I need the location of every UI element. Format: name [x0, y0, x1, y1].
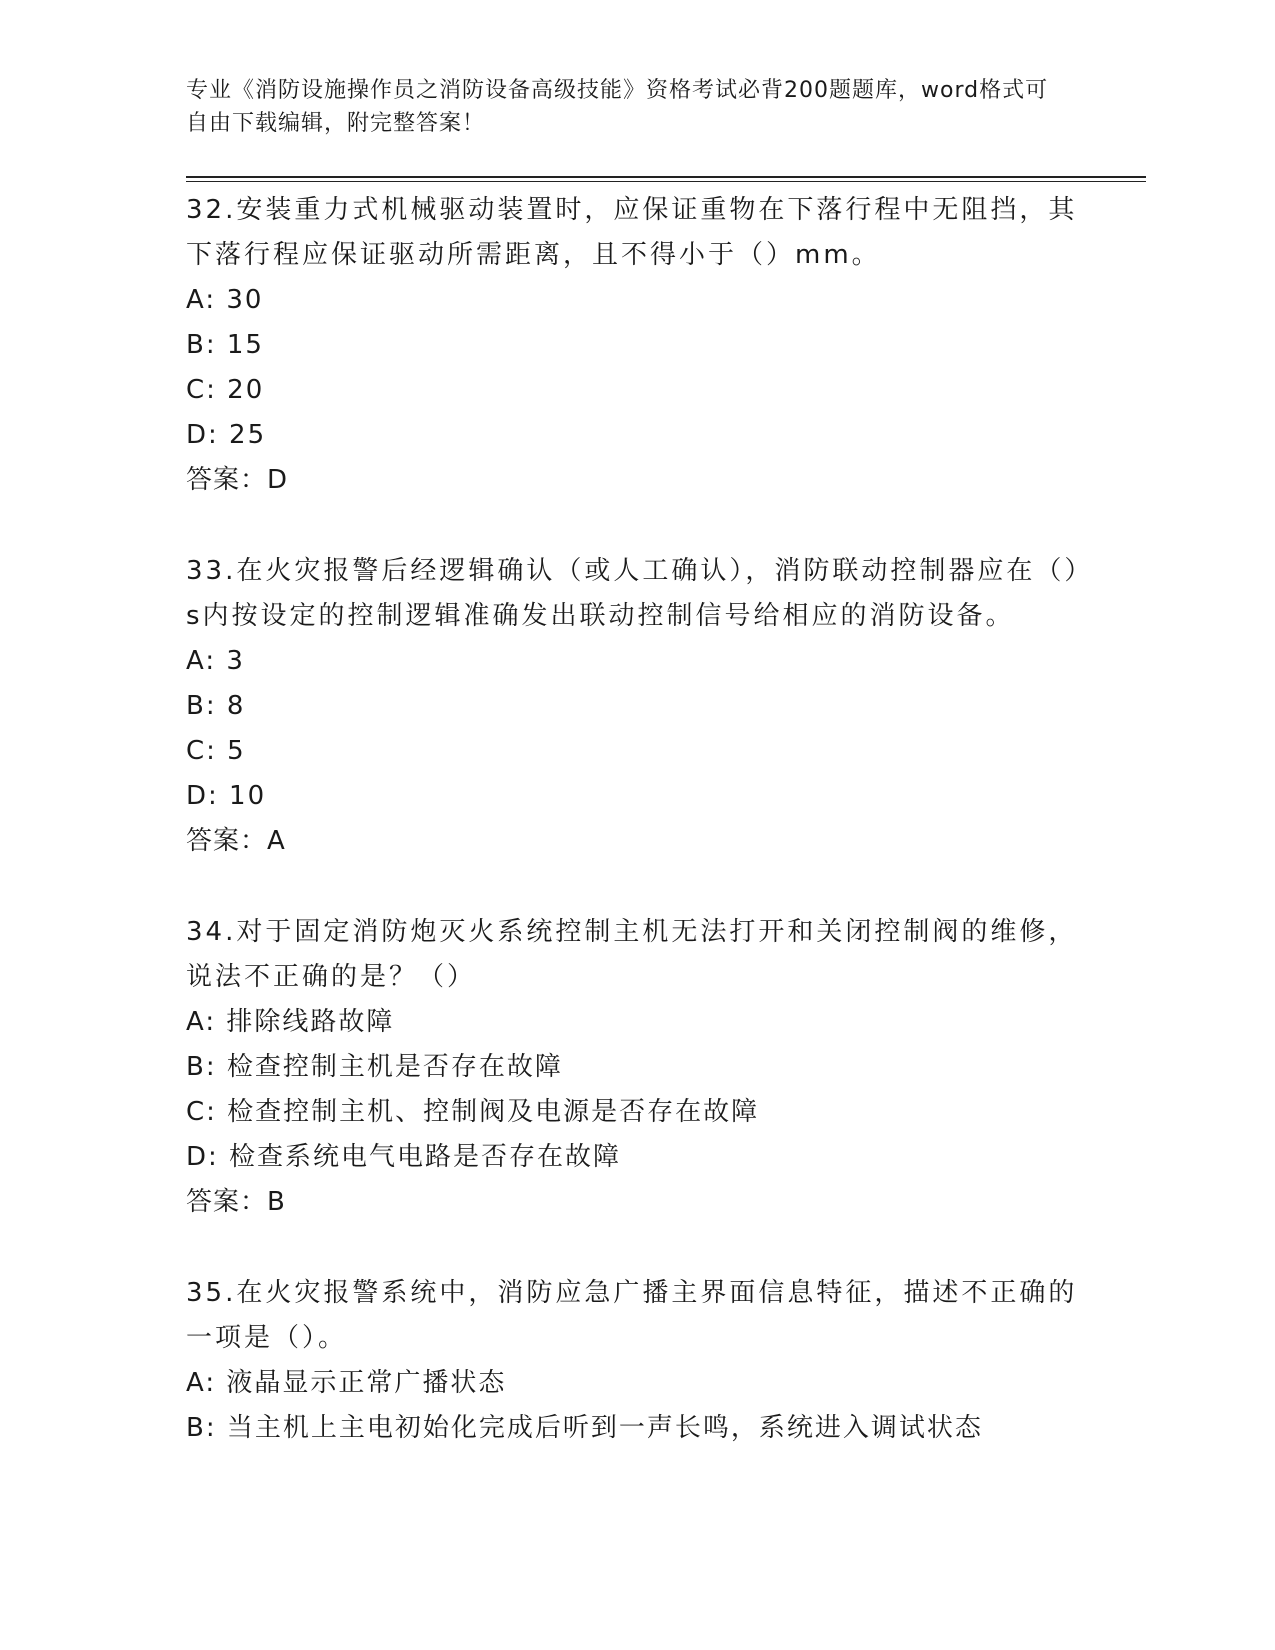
option-b: B: 8: [186, 691, 246, 721]
option-d: D: 10: [186, 781, 267, 811]
answer: 答案：B: [186, 1187, 286, 1217]
option-a: A: 30: [186, 285, 264, 315]
answer: 答案：D: [186, 465, 289, 495]
option-b: B: 检查控制主机是否存在故障: [186, 1052, 563, 1082]
option-c: C: 检查控制主机、控制阀及电源是否存在故障: [186, 1097, 760, 1127]
option-c: C: 20: [186, 375, 265, 405]
option-d: D: 25: [186, 420, 267, 450]
header-divider-thin: [186, 181, 1146, 182]
question-34: [186, 910, 1086, 1225]
answer: 答案：A: [186, 826, 286, 856]
question-stem: 32.安装重力式机械驱动装置时，应保证重物在下落行程中无阻挡，其下落行程应保证驱动所需距离，且不得小于（）mm。: [186, 195, 1078, 270]
question-32: [186, 188, 1086, 503]
option-d: D: 检查系统电气电路是否存在故障: [186, 1142, 622, 1172]
option-b: B: 当主机上主电初始化完成后听到一声长鸣，系统进入调试状态: [186, 1413, 983, 1443]
question-stem: 33.在火灾报警后经逻辑确认（或人工确认），消防联动控制器应在（）s内按设定的控制逻辑准确发出联动控制信号给相应的消防设备。: [186, 556, 1081, 631]
option-a: A: 3: [186, 646, 245, 676]
question-stem: 35.在火灾报警系统中，消防应急广播主界面信息特征，描述不正确的一项是（）。: [186, 1278, 1078, 1353]
question-35: [186, 1271, 1086, 1451]
option-b: B: 15: [186, 330, 264, 360]
header-divider-thick: [186, 176, 1146, 178]
option-a: A: 液晶显示正常广播状态: [186, 1368, 507, 1398]
question-list: [186, 188, 1086, 1497]
question-33: [186, 549, 1086, 864]
document-header: 专业《消防设施操作员之消防设备高级技能》资格考试必背200题题库，word格式可自由下载编辑，附完整答案！: [186, 78, 1049, 136]
option-a: A: 排除线路故障: [186, 1007, 395, 1037]
question-stem: 34.对于固定消防炮灭火系统控制主机无法打开和关闭控制阀的维修，说法不正确的是？（）: [186, 917, 1078, 992]
option-c: C: 5: [186, 736, 246, 766]
